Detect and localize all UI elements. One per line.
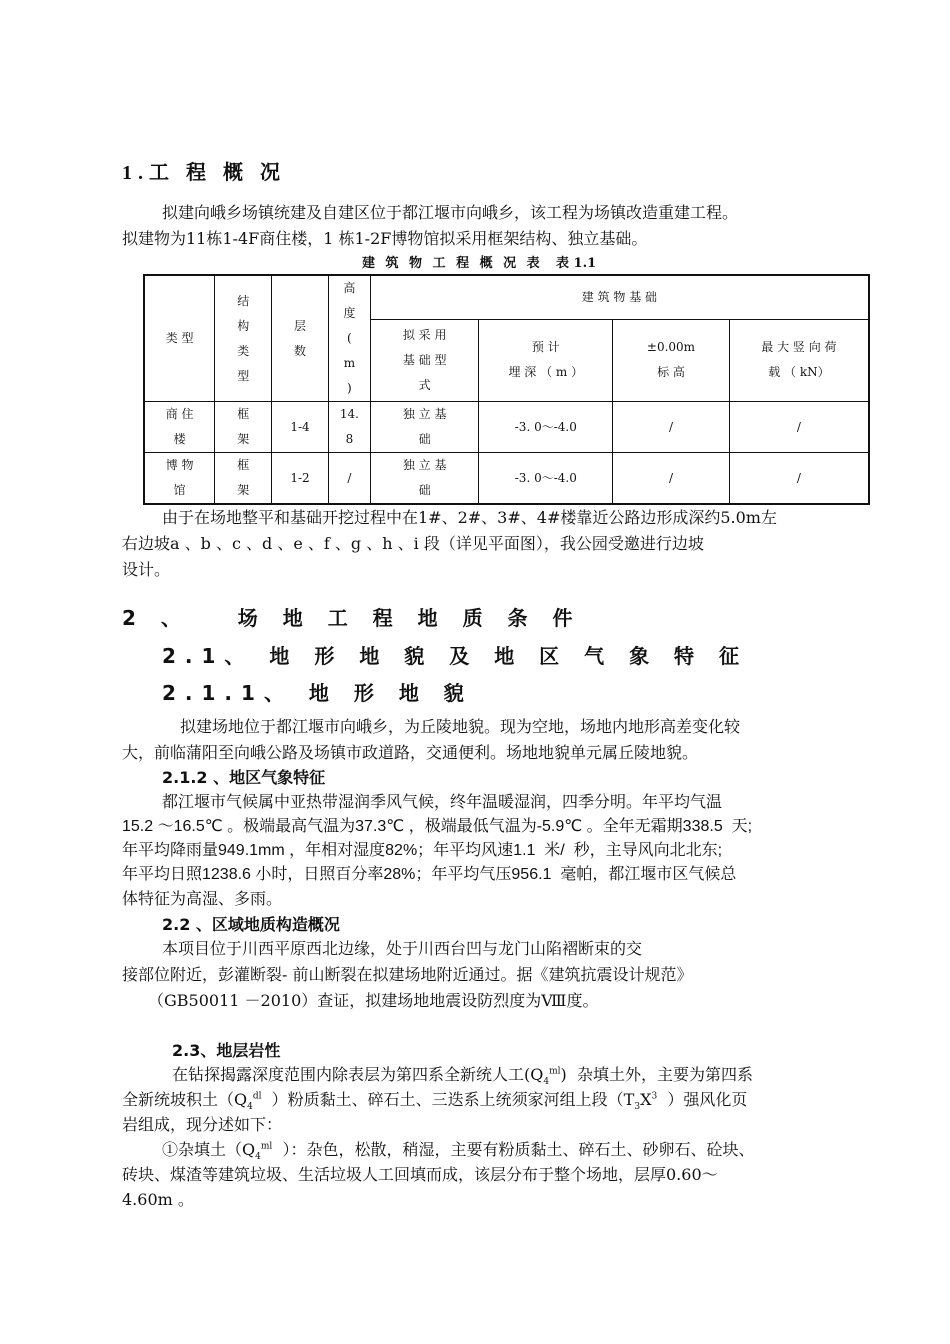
cell-elevation: / bbox=[613, 402, 730, 453]
section-2-3-title: 2.3、地层岩性 bbox=[172, 1041, 281, 1060]
header-max-load: 最 大 竖 向 荷 载 （ kN） bbox=[729, 319, 869, 401]
s23-line1: 在钻探揭露深度范围内除表层为第四系全新统人工$(Q_4^{ml})$ 杂填土外，主要为第四系 bbox=[172, 1065, 753, 1088]
s212-line1: 都江堰市气候属中亚热带湿润季风气候，终年温暖湿润，四季分明。年平均气温 bbox=[162, 792, 723, 811]
s211-line1: 拟建场地位于都江堰市向峨乡，为丘陵地貌。现为空地，场地内地形高差变化较 bbox=[180, 717, 741, 736]
header-elevation: ±0.00m 标 高 bbox=[613, 319, 730, 401]
s23-line4: ①杂填土（$Q_4^{ml}$ ）：杂色，松散，稍湿，主要有粉质黏土、碎石土、砂卵石、砼块、 bbox=[162, 1140, 755, 1163]
para1-line1: 拟建向峨乡场镇统建及自建区位于都江堰市向峨乡，该工程为场镇改造重建工程。 bbox=[162, 203, 739, 222]
section-2-2-title: 2.2 、区域地质构造概况 bbox=[162, 915, 340, 934]
cell-load: / bbox=[729, 453, 869, 505]
s212-line4: 年平均日照1238.6 小时，日照百分率28%；年平均气压956.1 毫帕，都江堰市区气候总 bbox=[122, 866, 737, 883]
para2-line1: 由于在场地整平和基础开挖过程中在1#、2#、3#、4#楼靠近公路边形成深约5.0m左 bbox=[162, 508, 777, 527]
cell-load: / bbox=[729, 402, 869, 453]
header-structure: 结 构 类 型 bbox=[215, 275, 272, 402]
cell-foundation: 独 立 基 础 bbox=[370, 402, 479, 453]
header-foundation: 建 筑 物 基 础 bbox=[370, 275, 869, 319]
cell-depth: -3. 0～-4.0 bbox=[479, 453, 613, 505]
building-overview-table bbox=[143, 274, 870, 505]
s23-line2: 全新统坡积土（$Q_4^{dl}$ ）粉质黏土、碎石土、三迭系上统须家河组上段（$T_3X^3$ ）强风化页 bbox=[122, 1090, 748, 1113]
cell-type: 商 住 楼 bbox=[144, 402, 215, 453]
section-2-1-title: 2.1、 地 形 地 貌 及 地 区 气 象 特 征 bbox=[162, 644, 749, 668]
table-row bbox=[144, 402, 869, 453]
cell-structure: 框 架 bbox=[215, 453, 272, 505]
s212-line3: 年平均降雨量949.1mm ，年相对湿度82%；年平均风速1.1 米/ 秒，主导风向北北东; bbox=[122, 842, 723, 859]
cell-depth: -3. 0～-4.0 bbox=[479, 402, 613, 453]
para2-line2: 右边坡a 、b 、c 、d 、e 、f 、g 、h 、i 段（详见平面图），我公园受邀进行边坡 bbox=[122, 534, 704, 553]
section-2-title: 2 、 场 地 工 程 地 质 条 件 bbox=[122, 606, 582, 630]
section-2-1-2-title: 2.1.2 、地区气象特征 bbox=[162, 768, 326, 787]
para2-line3: 设计。 bbox=[122, 560, 171, 579]
table-row bbox=[144, 453, 869, 505]
cell-floors: 1-4 bbox=[272, 402, 329, 453]
s22-line2: 接部位附近，彭灌断裂- 前山断裂在拟建场地附近通过。据《建筑抗震设计规范》 bbox=[122, 965, 693, 984]
s22-line1: 本项目位于川西平原西北边缘，处于川西台凹与龙门山陷褶断束的交 bbox=[162, 939, 643, 958]
table-number: 表 1.1 bbox=[556, 256, 597, 271]
section-2-1-1-title: 2.1.1、 地 形 地 貌 bbox=[162, 681, 473, 705]
cell-height: 14. 8 bbox=[328, 402, 370, 453]
s212-line5: 体特征为高湿、多雨。 bbox=[122, 889, 283, 908]
section-1-title: 1.工 程 概 况 bbox=[122, 162, 286, 184]
cell-elevation: / bbox=[613, 453, 730, 505]
cell-structure: 框 架 bbox=[215, 402, 272, 453]
cell-foundation: 独 立 基 础 bbox=[370, 453, 479, 505]
s23-line6: 4.60m 。 bbox=[122, 1190, 194, 1209]
header-height: 高 度 ( m ) bbox=[328, 275, 370, 402]
s212-line2: 15.2 ～16.5℃ 。极端最高气温为37.3℃ ，极端最低气温为-5.9℃ 。全年无霜期338.5 天; bbox=[122, 818, 753, 835]
s211-line2: 大，前临蒲阳至向峨公路及场镇市政道路，交通便利。场地地貌单元属丘陵地貌。 bbox=[122, 743, 699, 762]
para1-line2: 拟建物为11栋1-4F商住楼，1 栋1-2F博物馆拟采用框架结构、独立基础。 bbox=[122, 229, 648, 248]
s23-line3: 岩组成，现分述如下： bbox=[122, 1115, 283, 1134]
cell-height: / bbox=[328, 453, 370, 505]
header-floors: 层 数 bbox=[272, 275, 329, 402]
table-caption: 建 筑 物 工 程 概 况 表 bbox=[362, 256, 543, 271]
header-foundation-type: 拟 采 用 基 础 型 式 bbox=[370, 319, 479, 401]
s22-line3: （GB50011 －2010）查证，拟建场地地震设防烈度为Ⅷ度。 bbox=[148, 991, 599, 1010]
header-type: 类 型 bbox=[144, 275, 215, 402]
s23-line5: 砖块、煤渣等建筑垃圾、生活垃圾人工回填而成，该层分布于整个场地，层厚0.60～ bbox=[122, 1165, 718, 1184]
header-depth: 预 计 埋 深 （ m ） bbox=[479, 319, 613, 401]
cell-type: 博 物 馆 bbox=[144, 453, 215, 505]
cell-floors: 1-2 bbox=[272, 453, 329, 505]
